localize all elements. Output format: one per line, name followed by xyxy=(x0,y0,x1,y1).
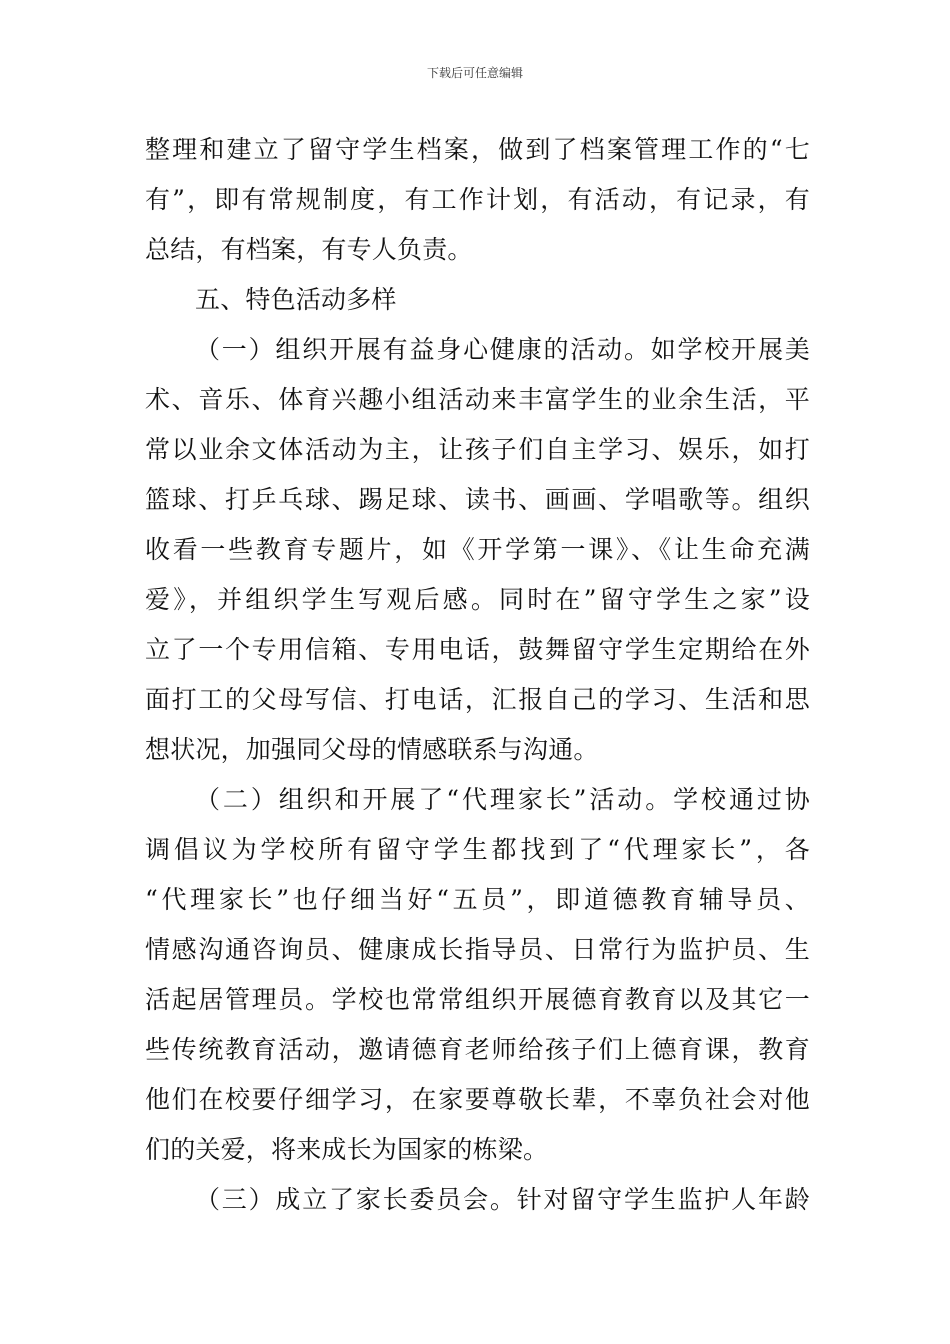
body-line: 立了一个专用信箱、专用电话，鼓舞留守学生定期给在外 xyxy=(145,635,810,664)
body-line: 他们在校要仔细学习，在家要尊敬长辈，不辜负社会对他 xyxy=(145,1085,810,1114)
body-line: 情感沟通咨询员、健康成长指导员、日常行为监护员、生 xyxy=(145,935,810,964)
body-line: 总结，有档案，有专人负责。 xyxy=(145,235,473,264)
body-line: 有”，即有常规制度，有工作计划，有活动，有记录，有 xyxy=(145,185,810,214)
body-line: 爱》，并组织学生写观后感。同时在”留守学生之家”设 xyxy=(145,585,810,614)
body-line: 调倡议为学校所有留守学生都找到了“代理家长”，各 xyxy=(145,835,810,864)
body-line: 篮球、打乒乓球、踢足球、读书、画画、学唱歌等。组织 xyxy=(145,485,810,514)
body-line: 常以业余文体活动为主，让孩子们自主学习、娱乐，如打 xyxy=(145,435,810,464)
body-line: 些传统教育活动，邀请德育老师给孩子们上德育课，教育 xyxy=(145,1035,810,1064)
body-line: 术、音乐、体育兴趣小组活动来丰富学生的业余生活，平 xyxy=(145,385,810,414)
body-line: 们的关爱，将来成长为国家的栋梁。 xyxy=(145,1135,549,1164)
body-line: “代理家长”也仔细当好“五员”，即道德教育辅导员、 xyxy=(145,885,810,914)
body-line: 活起居管理员。学校也常常组织开展德育教育以及其它一 xyxy=(145,985,810,1014)
body-line: （二）组织和开展了“代理家长”活动。学校通过协 xyxy=(195,785,810,814)
body-line: （三）成立了家长委员会。针对留守学生监护人年龄 xyxy=(195,1185,810,1214)
body-line: 收看一些教育专题片，如《开学第一课》、《让生命充满 xyxy=(145,535,810,564)
page-header-note: 下载后可任意编辑 xyxy=(426,66,523,80)
body-line: （一）组织开展有益身心健康的活动。如学校开展美 xyxy=(195,335,810,364)
body-line: 面打工的父母写信、打电话，汇报自己的学习、生活和思 xyxy=(145,685,810,714)
body-line: 整理和建立了留守学生档案，做到了档案管理工作的“七 xyxy=(145,135,810,164)
section-heading: 五、特色活动多样 xyxy=(195,285,397,314)
body-line: 想状况，加强同父母的情感联系与沟通。 xyxy=(145,735,599,764)
